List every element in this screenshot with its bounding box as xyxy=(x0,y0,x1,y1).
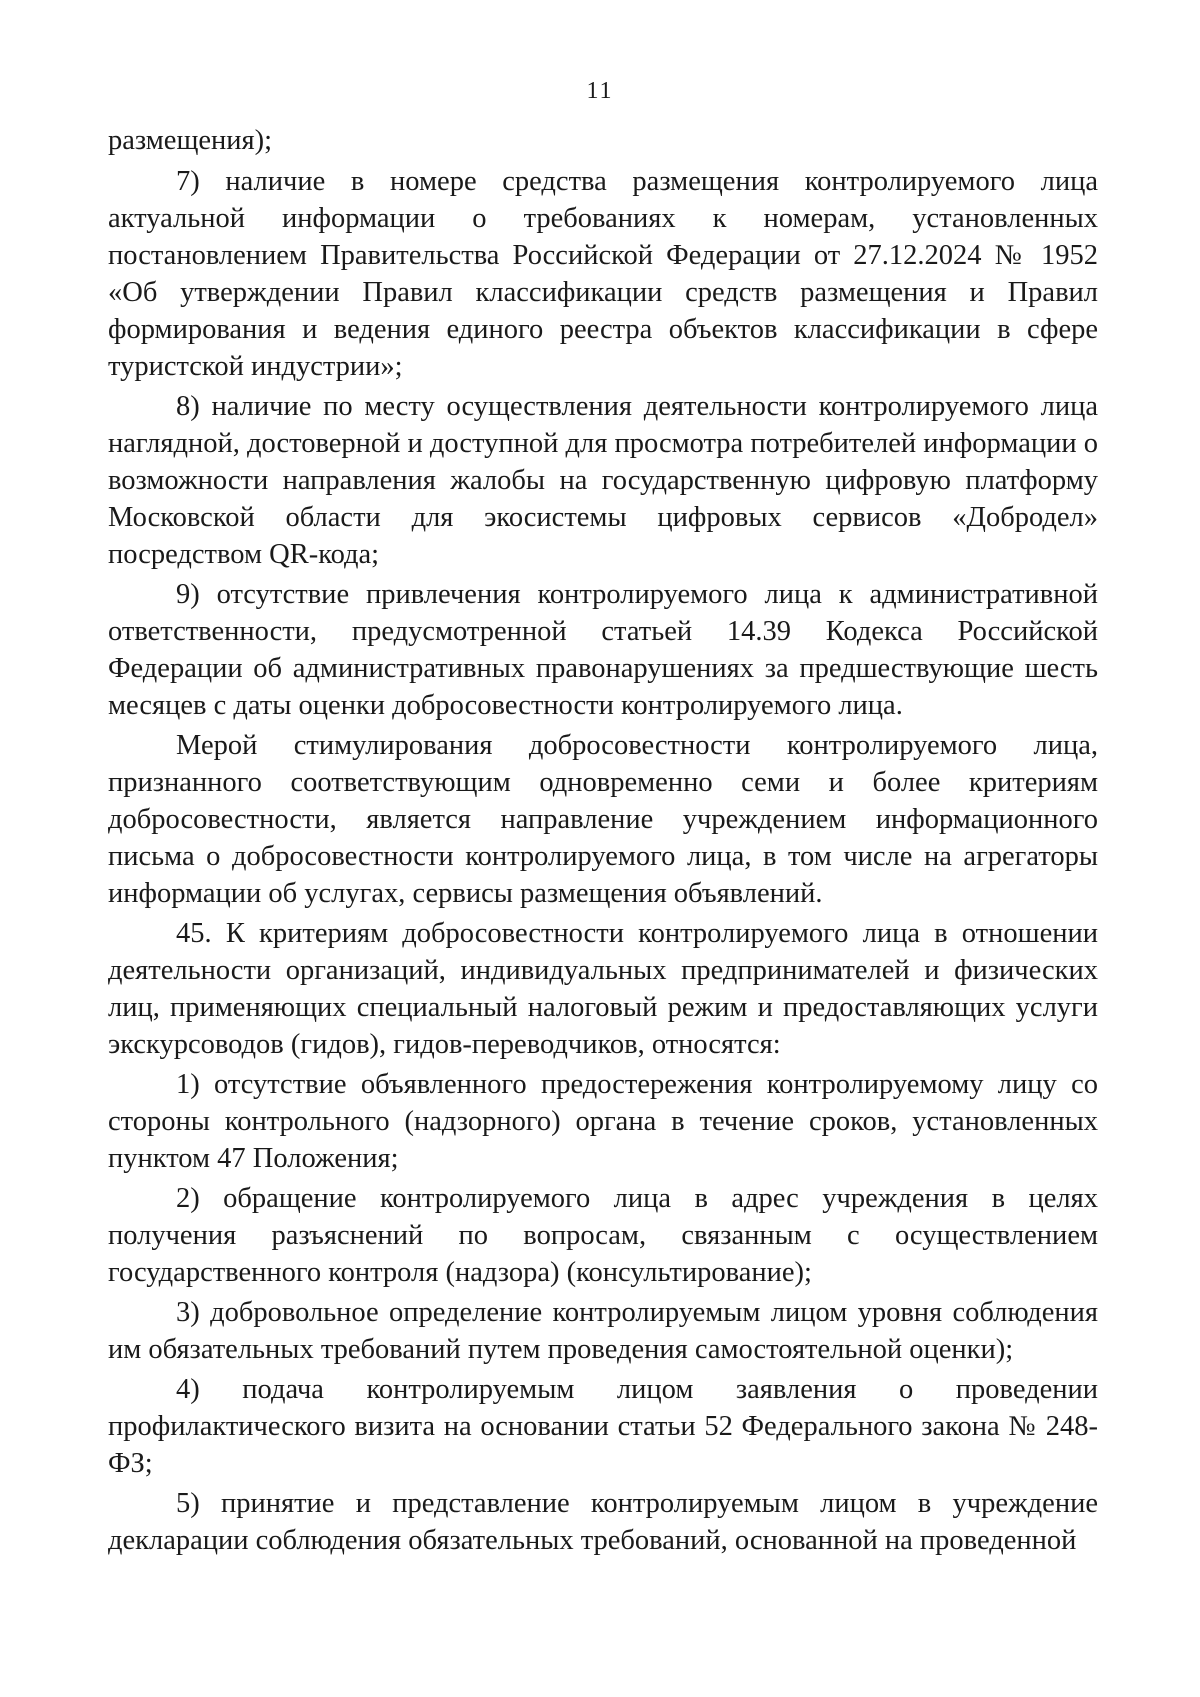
paragraph: 4) подача контролируемым лицом заявления о проведении профилактического визита на основании статьи 52 Федерального закона № 248-ФЗ; xyxy=(108,1374,1098,1479)
paragraph: 3) добровольное определение контролируемым лицом уровня соблюдения им обязательных требований путем проведения самостоятельной оценки); xyxy=(108,1297,1098,1365)
paragraph: 8) наличие по месту осуществления деятельности контролируемого лица наглядной, достоверной и доступной для просмотра потребителей информации о возможности направления жалобы на государственную цифровую платформу Московской области для экосистемы цифровых сервисов «Добродел» посредством QR-кода; xyxy=(108,391,1098,570)
paragraph: 45. К критериям добросовестности контролируемого лица в отношении деятельности организаций, индивидуальных предпринимателей и физических лиц, применяющих специальный налоговый режим и предоставляющих услуги экскурсоводов (гидов), гидов-переводчиков, относятся: xyxy=(108,918,1098,1060)
paragraph: 9) отсутствие привлечения контролируемого лица к административной ответственности, предусмотренной статьей 14.39 Кодекса Российской Федерации об административных правонарушениях за предшествующие шесть месяцев с даты оценки добросовестности контролируемого лица. xyxy=(108,579,1098,721)
paragraph: 7) наличие в номере средства размещения контролируемого лица актуальной информации о требованиях к номерам, установленных постановлением Правительства Российской Федерации от 27.12.2024 № 1952 «Об утверждении Правил классификации средств размещения и Правил формирования и ведения единого реестра объектов классификации в сфере туристской индустрии»; xyxy=(108,166,1098,382)
paragraph: размещения); xyxy=(108,125,273,156)
paragraph: 2) обращение контролируемого лица в адрес учреждения в целях получения разъяснений по вопросам, связанным с осуществлением государственного контроля (надзора) (консультирование); xyxy=(108,1183,1098,1288)
paragraph: 1) отсутствие объявленного предостережения контролируемому лицу со стороны контрольного (надзорного) органа в течение сроков, установленных пунктом 47 Положения; xyxy=(108,1069,1098,1174)
paragraph: Мерой стимулирования добросовестности контролируемого лица, признанного соответствующим одновременно семи и более критериям добросовестности, является направление учреждением информационного письма о добросовестности контролируемого лица, в том числе на агрегаторы информации об услугах, сервисы размещения объявлений. xyxy=(108,730,1098,909)
paragraph: 5) принятие и представление контролируемым лицом в учреждение декларации соблюдения обязательных требований, основанной на проведенной xyxy=(108,1488,1098,1556)
page-number: 11 xyxy=(586,78,614,104)
document-body xyxy=(108,122,1098,1562)
